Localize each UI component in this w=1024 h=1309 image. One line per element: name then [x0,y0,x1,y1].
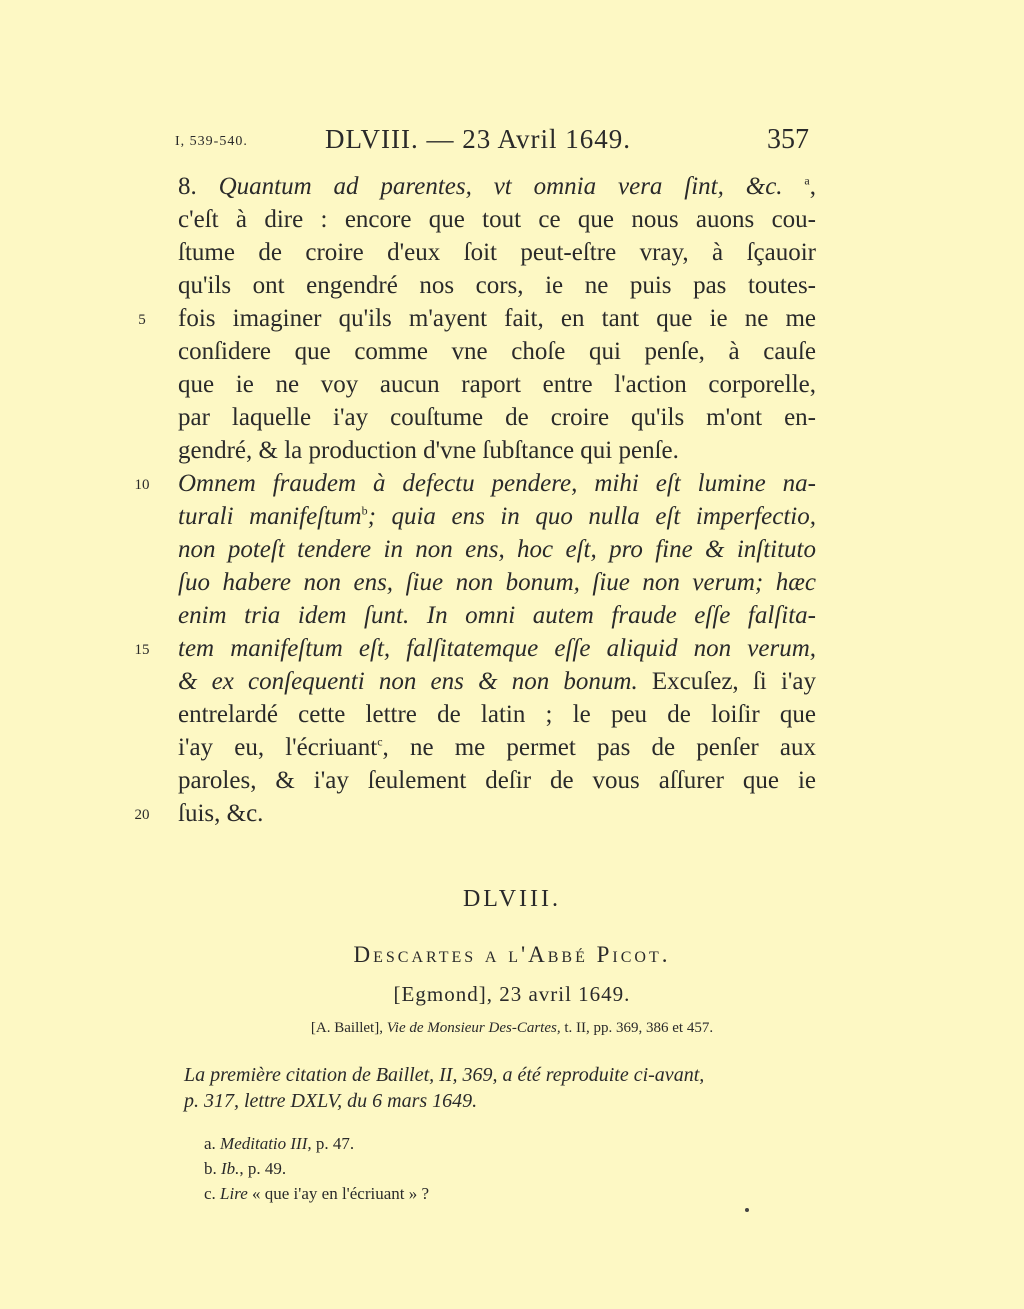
running-header [175,124,815,160]
header-reference: I, 539-540. [175,134,248,149]
text-line: tem manifeſtum eſt, falſitatemque eſſe aliquid non verum, [178,635,816,662]
header-title: DLVIII. — 23 Avril 1649. [325,124,631,154]
text-span: ; quia ens in quo nulla eſt imperfectio, [367,503,816,530]
footnote-label: b. [204,1159,221,1178]
text-line [178,500,816,533]
line-number: 5 [138,312,146,328]
text-span: 8. [178,173,219,200]
footnote-text: p. 47. [311,1134,355,1153]
text-span: Quantum ad parentes, vt omnia vera ſint, &c. [218,173,783,200]
letter-number: DLVIII. [462,886,562,912]
footnote [204,1159,286,1179]
page-number: 357 [767,124,809,155]
text-span: Excuſez, ſi i'ay [637,668,816,695]
text-line: fois imaginer qu'ils m'ayent fait, en tant que ie ne me [178,305,816,332]
editorial-note-line-1: La première citation de Baillet, II, 369, a été reproduite ci-avant, [184,1064,705,1086]
text-span: , [809,173,816,200]
footnote-text: , p. 49. [239,1159,287,1178]
text-line: ſuis, &c. [178,800,264,827]
text-span: , ne me permet pas de penſer aux [382,734,817,761]
line-number: 15 [134,642,150,658]
footnote-label: a. [204,1134,221,1153]
text-span [783,173,805,200]
footnote-italic: Lire [220,1184,248,1203]
text-line [178,731,816,764]
footnote-marker: a [804,173,810,188]
text-line: que ie ne voy aucun raport entre l'action corporelle, [178,371,816,398]
footnote [204,1184,429,1204]
text-span: turali manifeſtum [178,503,362,530]
source-prefix: [A. Baillet], [310,1020,387,1036]
text-line: ſuo habere non ens, ſiue non bonum, ſiue non verum; hæc [178,569,816,596]
text-span: i'ay eu, l'écriuant [178,734,378,761]
text-line: conſidere que comme vne choſe qui penſe, à cauſe [178,338,816,365]
text-line: paroles, & i'ay ſeulement deſir de vous aſſurer que ie [178,767,816,794]
text-line: enim tria idem ſunt. In omni autem fraude eſſe falſita- [178,602,816,629]
source-title: Vie de Monsieur Des-Cartes, [386,1020,561,1036]
text-line [178,170,816,203]
line-number: 20 [134,807,150,823]
source-pages: t. II, pp. 369, 386 et 457. [560,1020,714,1036]
text-line: gendré, & la production d'vne ſubſtance qui penſe. [178,437,679,464]
footnote-italic: Meditatio III, [220,1134,312,1153]
footnote-marker: b [361,503,368,518]
text-line: qu'ils ont engendré nos cors, ie ne puis pas toutes- [178,272,816,299]
text-line [178,665,816,698]
text-line: non poteſt tendere in non ens, hoc eſt, pro fine & inſtituto [178,536,816,563]
text-line: Omnem fraudem à defectu pendere, mihi eſt lumine na- [178,470,816,497]
line-number: 10 [134,477,150,493]
text-line: c'eſt à dire : encore que tout ce que nous auons cou- [178,206,816,233]
letter-date: [Egmond], 23 avril 1649. [393,982,631,1006]
footnote-text: « que i'ay en l'écriuant » ? [247,1184,430,1203]
text-line: par laquelle i'ay couſtume de croire qu'ils m'ont en- [178,404,816,431]
letter-source [0,1020,1024,1037]
ink-speck [745,1208,749,1212]
text-line: entrelardé cette lettre de latin ; le peu de loiſir que [178,701,816,728]
text-line: ſtume de croire d'eux ſoit peut-eſtre vray, à ſçauoir [178,239,816,266]
footnote-italic: Ib. [221,1159,240,1178]
footnote [204,1134,354,1154]
footnote-marker: c [377,734,383,749]
editorial-note-line-2: p. 317, lettre DXLV, du 6 mars 1649. [184,1090,478,1112]
text-span: & ex conſequenti non ens & non bonum. [178,668,638,695]
footnote-label: c. [204,1184,221,1203]
letter-title: Descartes a l'Abbé Picot. [353,942,671,967]
